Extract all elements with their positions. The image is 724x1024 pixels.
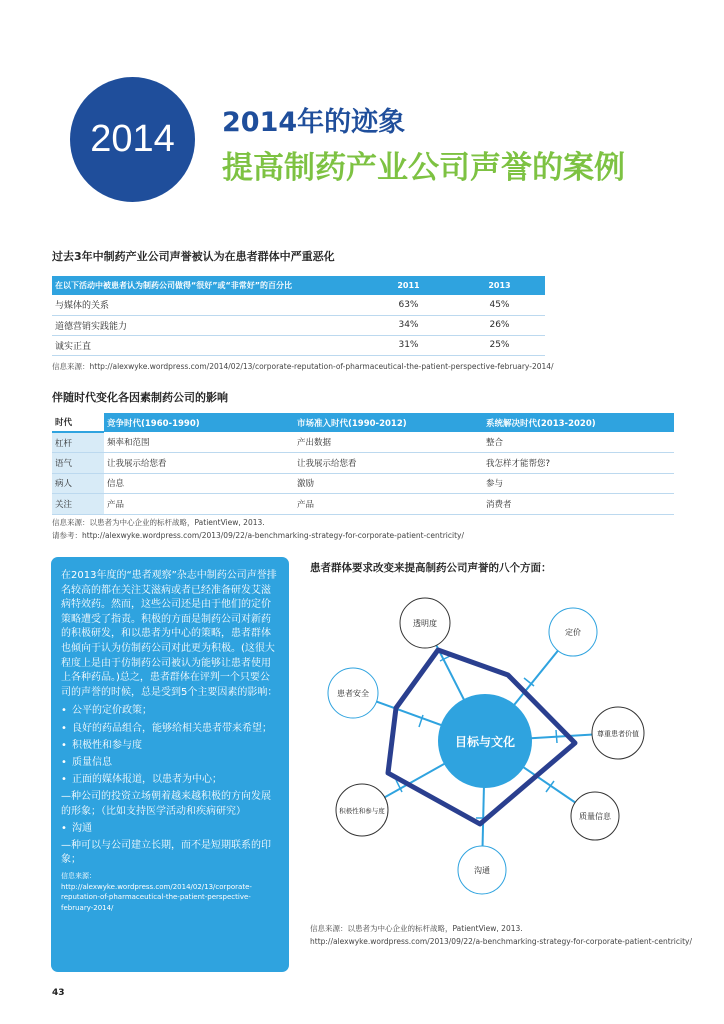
center-label: 目标与文化 (454, 735, 516, 749)
table-cell: 整合 (483, 432, 674, 453)
table-header-row (52, 413, 674, 432)
table-row (52, 453, 674, 474)
table1-source: 信息来源：http://alexwyke.wordpress.com/2014/02/13/corporate-reputation-of-pharmaceutical-the-patient-perspective-february-2014/ (52, 362, 554, 371)
node-label: 质量信息 (579, 812, 611, 821)
factor-list (61, 704, 279, 867)
table-row (52, 315, 545, 335)
table-cell: 参与 (483, 473, 674, 494)
page-subtitle: 提高制药产业公司声誉的案例 (222, 150, 625, 186)
node-label: 透明度 (413, 619, 437, 628)
factor-item: —种公司的投资立场朝着越来越积极的方向发展的形象；（比如支持医学活动和疾病研究） (61, 791, 271, 817)
table-cell: 语气 (52, 453, 104, 474)
diagram-source: 信息来源：以患者为中心企业的标杆战略，PatientView, 2013. (310, 924, 523, 933)
table-cell: 消费者 (483, 494, 674, 515)
factor-item: • 质量信息 (61, 756, 279, 770)
table-cell: 信息 (104, 473, 294, 494)
table-cell: 31% (363, 335, 454, 355)
column-header: 2011 (363, 276, 454, 295)
column-header: 系统解决时代(2013-2020) (483, 413, 674, 432)
info-box (51, 557, 289, 972)
table-row (52, 432, 674, 453)
table1-title: 过去3年中制药产业公司声誉被认为在患者群体中严重恶化 (52, 250, 335, 263)
column-header: 市场准入时代(1990-2012) (294, 413, 483, 432)
table-cell: 我怎样才能帮您? (483, 453, 674, 474)
table-cell: 杠杆 (52, 432, 104, 453)
factor-item: —种可以与公司建立长期，而不是短期联系的印象； (61, 839, 271, 866)
diagram-reference: http://alexwyke.wordpress.com/2013/09/22/a-benchmarking-strategy-for-corporate-patient-centricity/ (310, 937, 692, 946)
table-cell: 关注 (52, 494, 104, 515)
info-box-source: 信息来源：http://alexwyke.wordpress.com/2014/02/13/corporate-reputation-of-pharmaceutical-the-patient-perspective-february-2014/ (61, 872, 252, 912)
table-row (52, 295, 545, 315)
table-cell: 34% (363, 315, 454, 335)
column-header: 在以下活动中被患者认为制药公司做得“很好”或“非常好”的百分比 (52, 276, 363, 295)
table-cell: 让我展示给您看 (294, 453, 483, 474)
eras-table (52, 413, 674, 515)
column-header: 竞争时代(1960-1990) (104, 413, 294, 432)
table-cell: 产品 (104, 494, 294, 515)
diagram-title: 患者群体要求改变来提高制药公司声誉的八个方面： (310, 562, 552, 574)
node-label: 沟通 (474, 866, 490, 875)
table-cell: 26% (454, 315, 545, 335)
table2-reference: 请参考：http://alexwyke.wordpress.com/2013/09/22/a-benchmarking-strategy-for-corporate-patient-centricity/ (52, 531, 464, 540)
page-title: 2014年的迹象 (222, 107, 406, 138)
table-row (52, 335, 545, 355)
table-header-row (52, 276, 545, 295)
column-header: 2013 (454, 276, 545, 295)
table2-title: 伴随时代变化各因素制药公司的影响 (52, 391, 228, 404)
table-cell: 病人 (52, 473, 104, 494)
table-row (52, 494, 674, 515)
table-cell: 与媒体的关系 (52, 295, 363, 315)
reputation-diagram (310, 578, 660, 908)
node-label: 定价 (565, 628, 581, 637)
factor-item: • 良好的药品组合，能够给相关患者带来希望； (61, 722, 279, 736)
table-cell: 让我展示给您看 (104, 453, 294, 474)
table-cell: 道德营销实践能力 (52, 315, 363, 335)
node-label: 积极性和参与度 (339, 807, 385, 815)
table-cell: 诚实正直 (52, 335, 363, 355)
column-header: 时代 (52, 413, 104, 432)
table-cell: 45% (454, 295, 545, 315)
table-row (52, 473, 674, 494)
reputation-table (52, 276, 545, 356)
table2-source: 信息来源：以患者为中心企业的标杆战略，PatientView, 2013. (52, 518, 265, 527)
factor-item: • 正面的媒体报道，以患者为中心； (61, 773, 279, 787)
info-box-paragraph: 在2013年度的“患者观察”杂志中制药公司声誉排名较高的都在关注艾滋病或者已经准备研发艾滋病特效药。然而，这些公司还是由于他们的定价策略遭受了指责。积极的方面是制药公司对新药的积极研发，和以患者为中心的策略，患者群体也倾向于认为仿制药公司对此更为积极。(这很大程度上是由于仿制药公司被认为能够让患者使用上各种药品。)总之，患者群体在评判一个只要公司的声誉的时候，总是受到5个主要因素的影响： (61, 570, 278, 698)
table-cell: 产出数据 (294, 432, 483, 453)
table-cell: 产品 (294, 494, 483, 515)
node-label: 患者安全 (337, 689, 369, 698)
factor-item: • 积极性和参与度 (61, 739, 279, 753)
table-cell: 频率和范围 (104, 432, 294, 453)
table-cell: 25% (454, 335, 545, 355)
page-number: 43 (52, 988, 65, 998)
table-cell: 激励 (294, 473, 483, 494)
tick-mark (556, 730, 557, 743)
year-badge (70, 77, 195, 202)
year-text: 2014 (90, 118, 175, 160)
factor-item: • 公平的定价政策； (61, 704, 279, 718)
table-cell: 63% (363, 295, 454, 315)
node-label: 尊重患者价值 (597, 730, 639, 738)
factor-item: • 沟通 (61, 822, 279, 836)
